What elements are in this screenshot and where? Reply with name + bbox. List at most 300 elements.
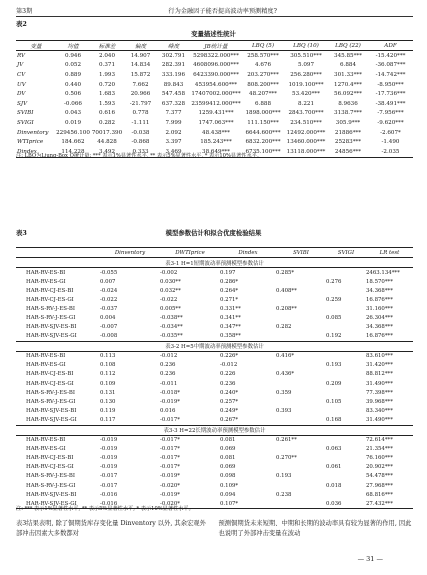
- table-cell: [276, 445, 326, 454]
- table-cell: 8.9636: [338, 100, 358, 107]
- table-cell: 8.221: [297, 100, 314, 107]
- variable-name: SJV: [17, 100, 28, 107]
- model-name: HAR-RV-ES-BI: [26, 269, 66, 276]
- model-name: HAR-RV-CJ-ES-GI: [26, 380, 74, 387]
- table-row: [16, 323, 413, 332]
- table-cell: 0.109: [100, 380, 116, 387]
- table-cell: 1019.100***: [288, 81, 324, 88]
- table-cell: 0.393: [276, 407, 292, 414]
- table-cell: [326, 454, 366, 463]
- table-cell: -0.022: [160, 296, 178, 303]
- table-cell: 0.226: [220, 371, 236, 378]
- table-cell: 16.876***: [366, 333, 393, 340]
- table-row: [16, 415, 413, 425]
- table-row: [16, 80, 413, 90]
- table-row: [16, 379, 413, 388]
- table-cell: 72.614***: [366, 437, 393, 444]
- table-cell: -0.038**: [160, 315, 183, 322]
- table-cell: 7.662: [132, 81, 149, 88]
- table-cell: 0.889: [64, 71, 81, 78]
- model-name: HAR-S-RV-J-ES-BI: [26, 389, 75, 396]
- table-cell: 7.999: [165, 119, 182, 126]
- table-cell: -0.016: [100, 499, 160, 509]
- table-cell: -0.019: [100, 464, 118, 471]
- table-cell: 3.492: [90, 147, 124, 157]
- table-cell: -1.111: [131, 119, 150, 126]
- table-cell: 0.285*: [276, 269, 295, 276]
- table-cell: 0.249*: [220, 407, 239, 414]
- table-cell: -0.017*: [160, 464, 180, 471]
- table-cell: 31.160***: [366, 305, 393, 312]
- table-cell: 0.036: [326, 499, 366, 509]
- table-cell: 0.069: [220, 464, 236, 471]
- table-cell: 44.828: [97, 139, 117, 146]
- model-name: HAR-S-RV-J-ES-GI: [26, 398, 76, 405]
- table-cell: 256.280***: [290, 71, 322, 78]
- table-cell: 808.200***: [247, 81, 279, 88]
- table-cell: 7.377: [165, 110, 182, 117]
- table-cell: [276, 463, 326, 472]
- page-number: — 31 —: [357, 555, 383, 563]
- table-cell: -36.087***: [375, 62, 406, 69]
- table-row: [16, 128, 413, 138]
- table-cell: 0.131: [100, 389, 116, 396]
- table-cell: 1747.063***: [198, 119, 234, 126]
- table-cell: 38.649***: [190, 147, 242, 157]
- table-cell: [326, 304, 366, 313]
- table-cell: [276, 361, 326, 370]
- table-cell: 3138.7***: [334, 110, 362, 117]
- table-cell: 229456.100: [56, 129, 90, 136]
- table2-label: 表2: [16, 20, 27, 28]
- table-cell: [326, 388, 366, 397]
- model-name: HAR-S-RV-J-ES-GI: [26, 482, 76, 489]
- table-cell: -0.007: [100, 324, 118, 331]
- table-cell: -0.037: [100, 305, 118, 312]
- running-header: [16, 4, 413, 17]
- table-cell: 0.506: [64, 91, 81, 98]
- table-cell: 56.092***: [334, 91, 362, 98]
- table-cell: -0.019: [100, 455, 118, 462]
- table-cell: -0.012: [220, 362, 238, 369]
- column-header: Dindex: [220, 248, 276, 258]
- table-row: [16, 277, 413, 286]
- table-cell: -0.022: [100, 296, 118, 303]
- table-cell: [326, 435, 366, 445]
- table-cell: 0.236: [160, 362, 176, 369]
- table-cell: 6735.100***: [242, 147, 284, 157]
- table-cell: 234.510***: [290, 119, 322, 126]
- model-name: HAR-RV-SJV-ES-GI: [26, 333, 77, 340]
- model-name: HAR-RV-SJV-ES-BI: [26, 324, 77, 331]
- table-cell: 0.168: [326, 416, 342, 423]
- table-cell: 0.061: [326, 464, 342, 471]
- table-cell: 0.778: [132, 110, 149, 117]
- table-cell: 0.257*: [220, 398, 239, 405]
- table-row: [16, 295, 413, 304]
- table-cell: 31.490***: [366, 380, 393, 387]
- table-cell: 1.683: [98, 91, 115, 98]
- table-cell: 13118.000***: [284, 147, 328, 157]
- table-cell: 76.160***: [366, 455, 393, 462]
- panel-title-row: [16, 258, 413, 268]
- table-cell: -0.019*: [160, 398, 180, 405]
- table-row: [16, 388, 413, 397]
- table3-model-estimates: [16, 247, 413, 509]
- table-cell: 0.946: [64, 52, 81, 59]
- table-cell: 0.236: [220, 380, 236, 387]
- variable-name: SVIGI: [17, 119, 34, 126]
- table-row: [16, 89, 413, 99]
- table-cell: 0.098: [220, 473, 236, 480]
- table-cell: 17407002.000***: [191, 91, 241, 98]
- table-cell: 0.259: [326, 296, 342, 303]
- table-cell: [326, 268, 366, 278]
- table-row: [16, 406, 413, 415]
- table-row: [16, 361, 413, 370]
- table-cell: -1.490: [381, 139, 400, 146]
- table-cell: -0.019*: [160, 491, 180, 498]
- table-row: [16, 268, 413, 278]
- table-cell: 0.359: [276, 389, 292, 396]
- table-row: [16, 490, 413, 499]
- variable-name: Dindex: [16, 147, 56, 157]
- table-cell: 0.436*: [276, 371, 295, 378]
- table-cell: 0.271*: [220, 296, 239, 303]
- variable-name: JV: [17, 62, 24, 69]
- model-name: HAR-RV-ES-GI: [26, 362, 66, 369]
- table-cell: 0.019: [64, 119, 81, 126]
- column-header: Dinventory: [100, 248, 160, 258]
- table-cell: -0.019: [100, 446, 118, 453]
- model-name: HAR-RV-SJV-ES-BI: [26, 407, 77, 414]
- table-cell: 20.966: [130, 91, 151, 98]
- column-header: ADF: [368, 41, 413, 51]
- table-row: [16, 463, 413, 472]
- table-row: [16, 370, 413, 379]
- table-cell: 26.304***: [366, 315, 393, 322]
- table-cell: 48.207***: [249, 91, 277, 98]
- variable-name: RV: [17, 52, 26, 59]
- variable-name: Dinventory: [17, 129, 49, 136]
- table-cell: 0.440: [64, 81, 81, 88]
- table-cell: -0.017*: [160, 446, 180, 453]
- column-header: SVIBI: [276, 248, 326, 258]
- table-cell: [276, 277, 326, 286]
- table-cell: 20.902***: [366, 464, 393, 471]
- table3-label: 表3: [16, 229, 27, 237]
- table-row: [16, 99, 413, 109]
- panel-title: 表3-2 H=5中期波动率预测模型参数估计: [16, 341, 413, 351]
- column-header: 偏度: [124, 41, 157, 51]
- table-cell: 0.069: [220, 446, 236, 453]
- column-header: JB统计量: [190, 41, 242, 51]
- table-cell: 39.968***: [366, 398, 393, 405]
- table-cell: 0.371: [98, 62, 115, 69]
- table-cell: 0.282: [276, 324, 292, 331]
- table-cell: -0.018*: [160, 389, 180, 396]
- table-row: [16, 332, 413, 342]
- table-cell: 302.791: [161, 52, 186, 59]
- table-cell: [326, 286, 366, 295]
- table-cell: -0.017: [100, 482, 118, 489]
- table-cell: 0.193: [326, 362, 342, 369]
- model-name: HAR-RV-CJ-ES-BI: [26, 455, 74, 462]
- table-cell: -17.736***: [375, 91, 406, 98]
- table-cell: 6644.600***: [245, 129, 281, 136]
- table-cell: 0.331**: [220, 305, 241, 312]
- table-cell: 345.85***: [334, 52, 362, 59]
- table-cell: [276, 397, 326, 406]
- table-cell: 1270.4***: [334, 81, 362, 88]
- model-name: HAR-RV-SJV-ES-BI: [26, 491, 77, 498]
- table2-title: 变量描述性统计: [191, 30, 236, 38]
- table-cell: [326, 406, 366, 415]
- table-cell: 27.968***: [366, 482, 393, 489]
- table2-note: 注: LBQ为Ljung-Box Q统计量; *** 表示1%显著性水平, ** 表示5%显著性水平, * 表示10%显著性水平。: [16, 153, 263, 159]
- table3-header-row: [16, 248, 413, 258]
- table-cell: 0.238: [276, 491, 292, 498]
- table-cell: 14.907: [130, 52, 151, 59]
- table-cell: 0.341**: [220, 315, 241, 322]
- table-row: [16, 109, 413, 119]
- table3-note: 注: *** 表示1%显著性水平, ** 表示5%显著性水平, * 表示10%显著性水平。: [16, 506, 194, 512]
- table-cell: 3.469: [157, 147, 190, 157]
- running-title: 行为金融因子能否提高波动率预测精度?: [168, 8, 277, 15]
- table-cell: 0.236: [160, 371, 176, 378]
- table-cell: 0.264*: [220, 287, 239, 294]
- model-name: HAR-RV-SJV-ES-GI: [16, 499, 100, 509]
- table-row: [16, 435, 413, 445]
- table-row: [16, 118, 413, 128]
- table-cell: 54.478***: [366, 473, 393, 480]
- table-cell: -0.017*: [160, 416, 180, 423]
- table-row: [16, 481, 413, 490]
- column-header: 标准差: [90, 41, 124, 51]
- table-cell: -0.019*: [160, 473, 180, 480]
- table-cell: 547.458: [161, 91, 186, 98]
- table-cell: 3.397: [165, 139, 182, 146]
- table-cell: -0.020*: [160, 482, 180, 489]
- panel-title-row: [16, 425, 413, 435]
- table-cell: 0.720: [98, 81, 115, 88]
- table-cell: 34.368***: [366, 324, 393, 331]
- table-cell: 0.408**: [276, 287, 297, 294]
- table-cell: -0.012: [160, 353, 178, 360]
- model-name: HAR-RV-ES-BI: [26, 353, 66, 360]
- table-cell: 0.130: [100, 398, 116, 405]
- table-cell: 2843.700***: [288, 110, 324, 117]
- column-header: SVIGI: [326, 248, 366, 258]
- table-cell: 14.834: [130, 62, 151, 69]
- table-cell: 25283***: [334, 139, 362, 146]
- table-cell: 184.662: [61, 139, 85, 146]
- table-cell: 305.9***: [335, 119, 361, 126]
- table-cell: -2.035: [368, 147, 413, 157]
- table-cell: [326, 351, 366, 361]
- table-cell: 0.043: [64, 110, 81, 117]
- table-cell: 0.081: [220, 437, 236, 444]
- table-cell: [276, 481, 326, 490]
- table-cell: -0.066: [64, 100, 82, 107]
- table-cell: 21886***: [334, 129, 362, 136]
- model-name: HAR-S-RV-J-ES-BI: [26, 305, 75, 312]
- table-cell: 0.105: [326, 398, 342, 405]
- table-cell: -0.034**: [160, 324, 183, 331]
- table-cell: 0.209: [326, 380, 342, 387]
- table-cell: 282.391: [161, 62, 186, 69]
- table-cell: -0.002: [160, 269, 178, 276]
- column-header: LBQ (5): [242, 41, 284, 51]
- variable-name: CV: [17, 71, 26, 78]
- table-cell: 305.510***: [290, 52, 322, 59]
- table-cell: 0.032**: [160, 287, 181, 294]
- table-cell: 0.616: [98, 110, 115, 117]
- column-header: LBQ (10): [284, 41, 328, 51]
- table-cell: 5.097: [297, 62, 314, 69]
- model-name: HAR-RV-CJ-ES-GI: [26, 296, 74, 303]
- table-cell: -0.008: [100, 333, 118, 340]
- issue-number: 第3期: [16, 8, 33, 15]
- table-cell: [326, 490, 366, 499]
- table-cell: 2463.134***: [366, 269, 400, 276]
- column-header: LR test: [366, 248, 413, 258]
- table-cell: 2.092: [165, 129, 182, 136]
- table-cell: 48.438***: [202, 129, 230, 136]
- table-cell: 0.007: [100, 278, 116, 285]
- table-cell: -0.868: [131, 139, 150, 146]
- table-cell: [326, 472, 366, 481]
- table-cell: -9.620***: [377, 119, 404, 126]
- table-cell: 70017.390: [91, 129, 123, 136]
- table-cell: 0.063: [326, 446, 342, 453]
- model-name: HAR-RV-ES-GI: [26, 446, 66, 453]
- table-cell: 12492.000***: [286, 129, 326, 136]
- table3-title: 模型参数估计和拟合优度检验结果: [165, 229, 262, 237]
- column-header: [16, 248, 100, 258]
- table-cell: 0.358**: [220, 333, 241, 340]
- column-header: LBQ (22): [328, 41, 368, 51]
- table-cell: 18.570***: [366, 278, 393, 285]
- table2-header-row: [16, 41, 413, 51]
- table-cell: 301.33***: [334, 71, 362, 78]
- model-name: HAR-RV-CJ-ES-BI: [26, 287, 74, 294]
- table-cell: 1.993: [98, 71, 115, 78]
- table-cell: 6.884: [339, 62, 356, 69]
- table-cell: -14.742***: [375, 71, 406, 78]
- column-header: 变量: [16, 41, 56, 51]
- table-cell: 77.398***: [366, 389, 393, 396]
- table-cell: -8.950***: [377, 81, 404, 88]
- table-cell: 53.420***: [292, 91, 320, 98]
- table-cell: 83.340***: [366, 407, 393, 414]
- table-cell: 31.490***: [366, 416, 393, 423]
- body-column-right: 预测铜期货未来短期、中期和长期的波动率具有较为显著的作用, 因此也说明了外部冲击变量在波动: [218, 520, 412, 537]
- table-cell: 0.240*: [220, 389, 239, 396]
- table-cell: 114.228: [56, 147, 90, 157]
- table-row: [16, 454, 413, 463]
- table-cell: 68.816***: [366, 491, 393, 498]
- table-cell: 31.420***: [366, 362, 393, 369]
- table-cell: 637.328: [161, 100, 186, 107]
- table-cell: 0.282: [98, 119, 115, 126]
- table-cell: 0.286*: [220, 278, 239, 285]
- table-cell: -38.491***: [375, 100, 406, 107]
- table-cell: -21.797: [129, 100, 152, 107]
- table-cell: 89.843: [163, 81, 184, 88]
- table-cell: 0.261**: [276, 437, 297, 444]
- table-cell: [276, 295, 326, 304]
- model-name: HAR-RV-CJ-ES-BI: [26, 371, 74, 378]
- table-row: [16, 286, 413, 295]
- table-row: [16, 397, 413, 406]
- table-cell: 0.108: [100, 362, 116, 369]
- table-cell: 0.276: [326, 278, 342, 285]
- panel-title: 表3-1 H=1短期波动率预测模型参数估计: [16, 258, 413, 268]
- table-cell: 0.004: [100, 315, 116, 322]
- table-cell: -0.017*: [160, 455, 180, 462]
- table-cell: [276, 379, 326, 388]
- table-cell: [326, 370, 366, 379]
- table-cell: 0.416*: [276, 353, 295, 360]
- table-cell: 185.243***: [200, 139, 232, 146]
- table-cell: 0.112: [100, 371, 116, 378]
- table-cell: 0.117: [100, 416, 116, 423]
- table-cell: 0.094: [220, 491, 236, 498]
- variable-name: WTIprice: [17, 139, 44, 146]
- table-cell: 0.113: [100, 353, 116, 360]
- table-cell: 0.085: [326, 315, 342, 322]
- table-cell: 83.610***: [366, 353, 393, 360]
- table-cell: -7.956***: [377, 110, 404, 117]
- table-cell: 4.676: [254, 62, 271, 69]
- table-cell: 0.052: [64, 62, 81, 69]
- table-cell: -0.011: [160, 380, 178, 387]
- panel-title: 表3-3 H=22长期波动率预测模型参数估计: [16, 425, 413, 435]
- table-cell: [276, 415, 326, 425]
- table-cell: 2.040: [98, 52, 115, 59]
- table-row: [16, 304, 413, 313]
- table-row: [16, 313, 413, 322]
- table2-descriptive-statistics: [16, 40, 413, 158]
- model-name: HAR-RV-ES-GI: [26, 278, 66, 285]
- table-cell: 0.109*: [220, 482, 239, 489]
- column-header: DWTIprice: [160, 248, 220, 258]
- column-header: 峰度: [157, 41, 190, 51]
- table-cell: 6832.200***: [245, 139, 281, 146]
- table-cell: 0.208**: [276, 305, 297, 312]
- table-cell: -2.607*: [380, 129, 401, 136]
- table-cell: 0.347**: [220, 324, 241, 331]
- model-name: HAR-RV-SJV-ES-GI: [26, 416, 77, 423]
- table-cell: 6423390.000***: [193, 71, 239, 78]
- table-row: [16, 472, 413, 481]
- table-row: [16, 351, 413, 361]
- table-cell: 0.197: [220, 269, 236, 276]
- table-cell: 0.018: [326, 482, 342, 489]
- table-cell: 34.368***: [366, 287, 393, 294]
- table-cell: 0.333: [124, 147, 157, 157]
- table-cell: -0.017*: [160, 437, 180, 444]
- table-cell: 0.193: [276, 473, 292, 480]
- panel-title-row: [16, 341, 413, 351]
- table-cell: 4608096.000***: [193, 62, 239, 69]
- table-cell: 333.196: [161, 71, 186, 78]
- table-cell: 6.888: [254, 100, 271, 107]
- table-cell: 0.005**: [160, 305, 181, 312]
- table-cell: 1259.431***: [198, 110, 234, 117]
- table-cell: -0.019: [100, 437, 118, 444]
